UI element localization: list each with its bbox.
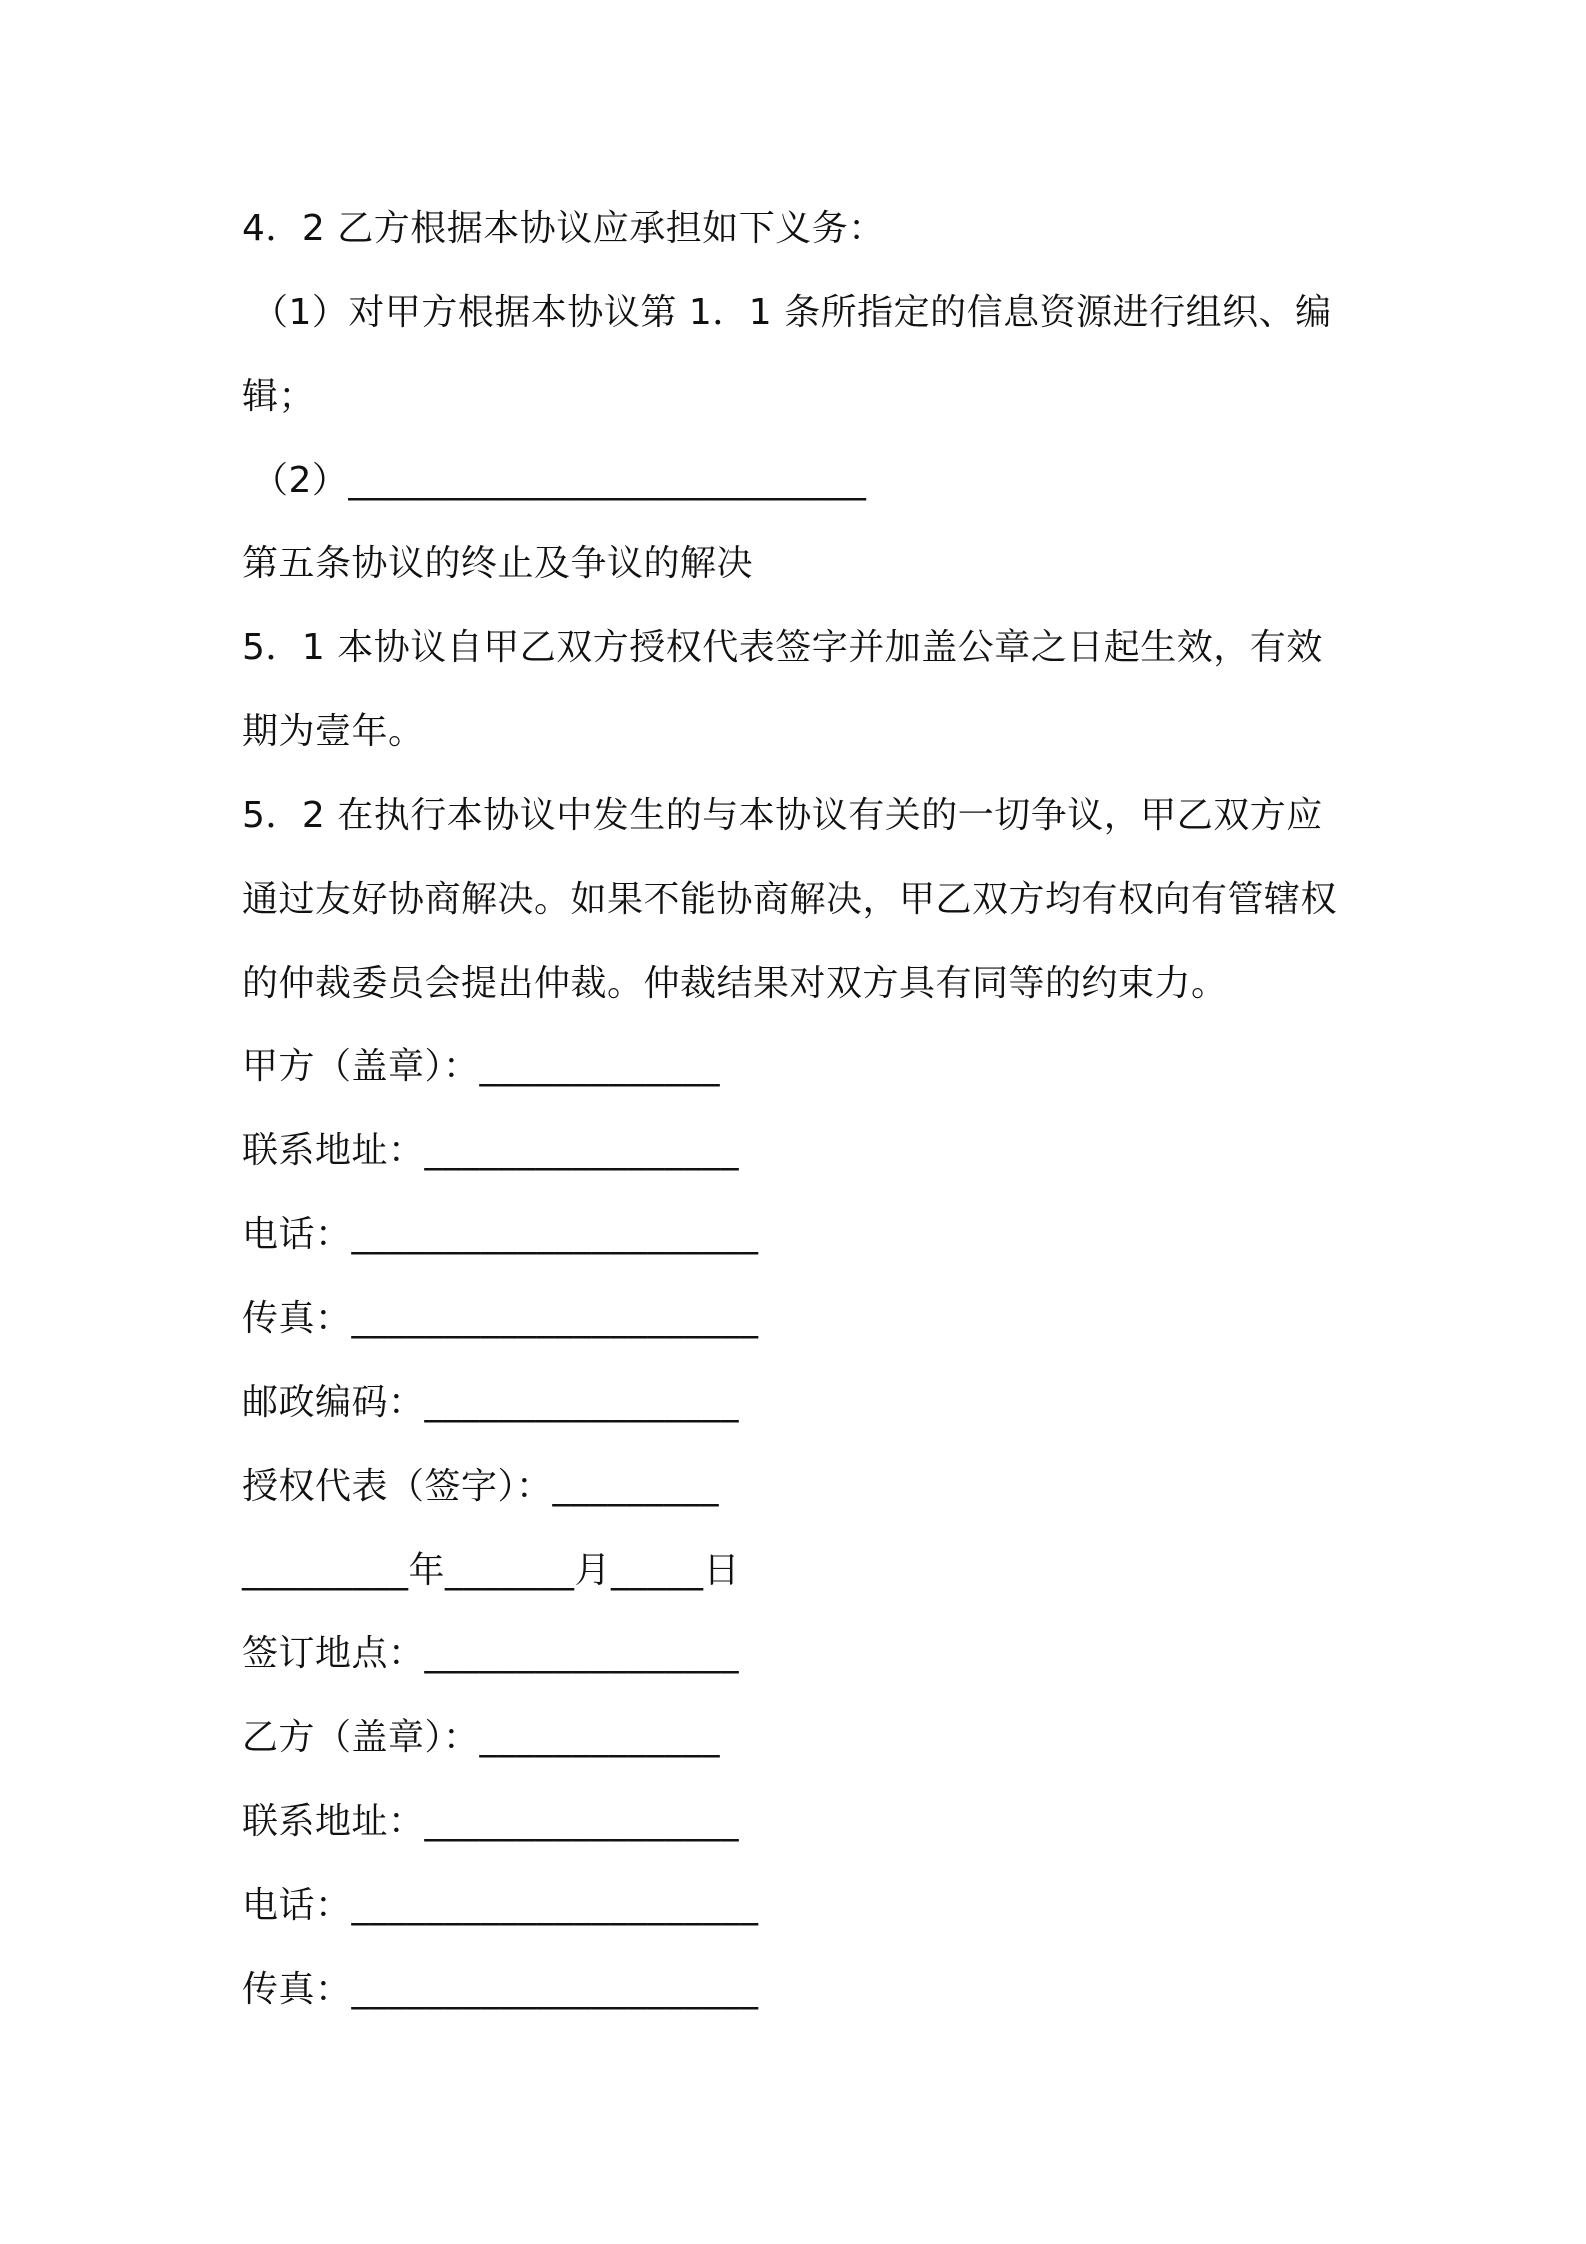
clause-4-2-heading: 4．2 乙方根据本协议应承担如下义务： [242,208,885,249]
clause-5-2-continued-2: 的仲裁委员会提出仲裁。仲裁结果对双方具有同等的约束力。 [242,963,1228,1004]
party-a-phone-field: 电话：______________________ [242,1214,759,1255]
party-b-phone-field: 电话：______________________ [242,1885,759,1926]
clause-5-1-continued: 期为壹年。 [242,711,425,752]
clause-5-2-continued-1: 通过友好协商解决。如果不能协商解决，甲乙双方均有权向有管辖权 [242,879,1338,920]
party-a-fax-field: 传真：______________________ [242,1298,759,1339]
clause-5-1: 5．1 本协议自甲乙双方授权代表签字并加盖公章之日起生效，有效 [242,627,1323,668]
signing-date-field: _________年_______月_____日 [242,1550,740,1591]
party-b-fax-field: 传真：______________________ [242,1969,759,2010]
party-b-seal-field: 乙方（盖章）：_____________ [242,1717,721,1758]
signing-place-field: 签订地点：_________________ [242,1633,740,1674]
article-5-title: 第五条协议的终止及争议的解决 [242,543,754,584]
clause-5-2: 5．2 在执行本协议中发生的与本协议有关的一切争议，甲乙双方应 [242,795,1323,836]
party-b-address-field: 联系地址：_________________ [242,1801,740,1842]
party-a-postcode-field: 邮政编码：_________________ [242,1382,740,1423]
obligation-item-2-blank: （2）____________________________ [252,460,867,501]
party-a-representative-field: 授权代表（签字）：_________ [242,1466,720,1507]
party-a-address-field: 联系地址：_________________ [242,1130,740,1171]
party-a-seal-field: 甲方（盖章）：_____________ [242,1046,721,1087]
obligation-item-1-continued: 辑； [242,376,316,417]
obligation-item-1: （1）对甲方根据本协议第 1．1 条所指定的信息资源进行组织、编 [252,292,1332,333]
